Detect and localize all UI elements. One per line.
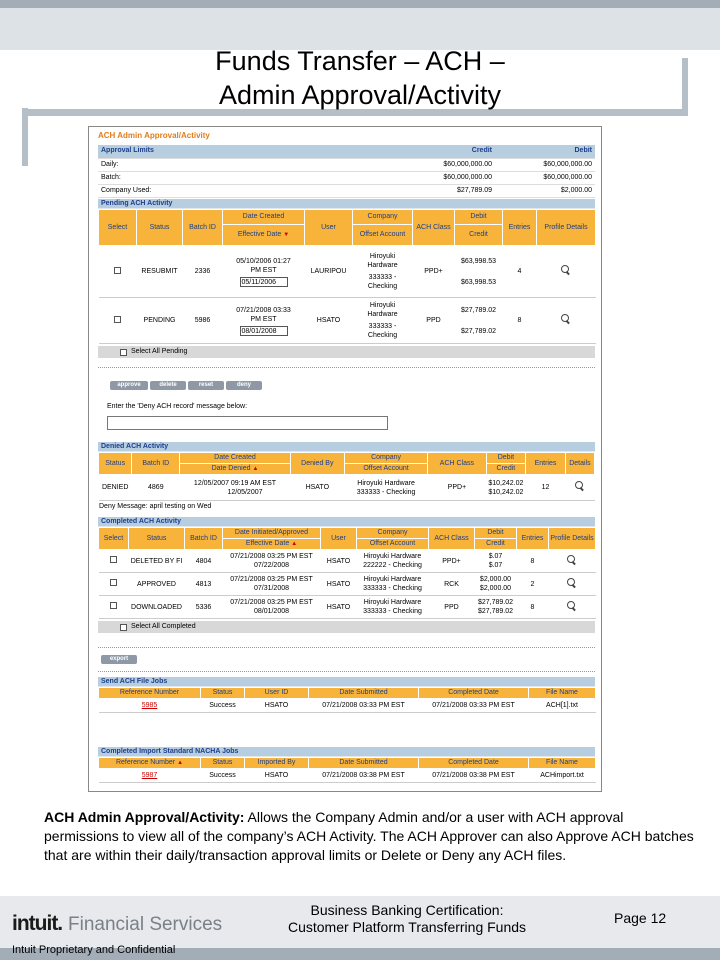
col-profile-details[interactable]: Profile Details xyxy=(537,210,596,246)
col-credit[interactable]: Credit xyxy=(475,539,517,550)
cell-imported-by: HSATO xyxy=(245,769,309,783)
cell-batch-id: 4804 xyxy=(185,550,223,573)
cell-company-name: Hiroyuki Hardware xyxy=(367,253,398,269)
col-offset-account[interactable]: Offset Account xyxy=(357,539,429,550)
cell-offset-account: 333333 - Checking xyxy=(367,323,398,339)
row-checkbox[interactable] xyxy=(110,602,117,609)
col-debit[interactable]: Debit xyxy=(475,528,517,539)
limits-debit-header: Debit xyxy=(495,145,595,158)
send-jobs-section xyxy=(98,677,595,713)
proprietary-notice: Intuit Proprietary and Confidential xyxy=(12,944,176,956)
page-number: Page 12 xyxy=(614,910,667,926)
table-row xyxy=(99,573,596,596)
col-entries[interactable]: Entries xyxy=(503,210,537,246)
effective-date-input[interactable]: 05/11/2006 xyxy=(240,277,288,287)
row-checkbox[interactable] xyxy=(110,579,117,586)
col-user-id[interactable]: User ID xyxy=(245,688,309,699)
cell-dates xyxy=(223,298,305,344)
slide-title xyxy=(150,44,570,112)
select-all-pending-bar xyxy=(98,346,595,358)
cell-entries: 8 xyxy=(503,298,537,344)
completed-section xyxy=(98,517,595,633)
logo-wordmark: intuit. xyxy=(12,912,63,935)
cell-offset-account: 333333 - Checking xyxy=(367,274,398,290)
cell-amounts xyxy=(475,550,517,573)
magnifier-icon[interactable] xyxy=(567,555,577,565)
limits-label: Company Used: xyxy=(98,184,394,197)
cell-offset-account: 333333 - Checking xyxy=(363,585,422,592)
col-debit[interactable]: Debit xyxy=(486,453,526,464)
cell-entries: 8 xyxy=(517,596,549,619)
col-credit[interactable]: Credit xyxy=(455,224,503,245)
cell-entries: 12 xyxy=(526,475,566,501)
col-status[interactable]: Status xyxy=(201,758,245,769)
col-details[interactable]: Details xyxy=(565,453,594,475)
col-date-created[interactable]: Date Created xyxy=(223,210,305,225)
cell-date-created: 12/05/2007 09:19 AM EST xyxy=(193,479,277,487)
cell-batch-id: 2336 xyxy=(183,246,223,298)
deny-message-input[interactable] xyxy=(107,416,388,430)
col-credit[interactable]: Credit xyxy=(486,464,526,475)
col-date-submitted[interactable]: Date Submitted xyxy=(309,758,419,769)
col-user[interactable]: User xyxy=(321,528,357,550)
col-effective-date[interactable]: Effective Date ▲ xyxy=(223,539,321,550)
col-profile-details[interactable]: Profile Details xyxy=(549,528,596,550)
limits-row xyxy=(98,184,595,197)
limits-row xyxy=(98,158,595,171)
col-file-name[interactable]: File Name xyxy=(529,758,596,769)
col-company[interactable]: Company xyxy=(344,453,427,464)
cell-dates xyxy=(223,573,321,596)
cell-status: PENDING xyxy=(137,298,183,344)
cell-credit: $.07 xyxy=(488,562,503,569)
intuit-logo xyxy=(12,912,222,936)
cell-entries: 8 xyxy=(517,550,549,573)
sort-asc-icon: ▲ xyxy=(252,466,259,472)
limits-row xyxy=(98,171,595,184)
pending-bar: Pending ACH Activity xyxy=(98,199,595,209)
title-frame-right xyxy=(682,58,688,114)
send-jobs-bar: Send ACH File Jobs xyxy=(98,677,595,687)
cell-batch-id: 4869 xyxy=(132,475,180,501)
cell-dates xyxy=(223,550,321,573)
description-heading: ACH Admin Approval/Activity: xyxy=(44,809,245,825)
table-row xyxy=(99,475,595,501)
sort-asc-icon: ▲ xyxy=(177,760,184,766)
reference-link[interactable]: 5987 xyxy=(141,772,158,779)
pending-actions xyxy=(98,381,595,390)
col-ach-class[interactable]: ACH Class xyxy=(428,453,486,475)
slide-title-line1: Funds Transfer – ACH – xyxy=(215,46,505,76)
cell-completed-date: 07/21/2008 03:38 PM EST xyxy=(419,769,529,783)
cell-date-created: 05/10/2006 01:27 PM EST xyxy=(236,257,291,274)
cell-user: HSATO xyxy=(305,298,353,344)
cell-date-created: 07/21/2008 03:33 PM EST xyxy=(236,306,291,323)
cell-dates xyxy=(223,596,321,619)
limits-label: Daily: xyxy=(98,158,394,171)
col-offset-account[interactable]: Offset Account xyxy=(344,464,427,475)
limits-credit: $60,000,000.00 xyxy=(394,158,495,171)
col-status[interactable]: Status xyxy=(99,453,132,475)
cell-user: HSATO xyxy=(321,573,357,596)
cell-company xyxy=(353,246,413,298)
col-imported-by[interactable]: Imported By xyxy=(245,758,309,769)
deny-message: Deny Message: april testing on Wed xyxy=(99,503,212,510)
col-date-created[interactable]: Date Created xyxy=(180,453,290,464)
cell-file-name: ACHimport.txt xyxy=(529,769,596,783)
cell-offset-account: 333333 - Checking xyxy=(363,608,422,615)
cell-amounts xyxy=(455,298,503,344)
col-status[interactable]: Status xyxy=(129,528,185,550)
table-row xyxy=(99,699,596,713)
cell-date-submitted: 07/21/2008 03:33 PM EST xyxy=(309,699,419,713)
cell-company-name: Hiroyuki Hardware xyxy=(363,599,422,606)
limits-debit: $60,000,000.00 xyxy=(495,171,595,184)
export-button[interactable]: export xyxy=(101,655,137,664)
col-date-initiated[interactable]: Date Initiated/Approved xyxy=(223,528,321,539)
limits-debit: $2,000.00 xyxy=(495,184,595,197)
cell-date-initiated: 07/21/2008 03:25 PM EST xyxy=(230,553,313,560)
cell-denied-by: HSATO xyxy=(290,475,344,501)
cell-credit: $27,789.02 xyxy=(460,327,497,335)
sort-desc-icon: ▼ xyxy=(283,231,290,238)
col-denied-by[interactable]: Denied By xyxy=(290,453,344,475)
title-frame-left xyxy=(22,108,28,166)
col-ach-class[interactable]: ACH Class xyxy=(429,528,475,550)
magnifier-icon[interactable] xyxy=(575,481,585,491)
cell-company xyxy=(344,475,427,501)
cell-ach-class: PPD+ xyxy=(413,246,455,298)
cell-user: HSATO xyxy=(321,550,357,573)
table-row xyxy=(99,596,596,619)
select-all-completed-label: Select All Completed xyxy=(131,623,196,630)
cell-amounts xyxy=(486,475,526,501)
cell-company xyxy=(357,573,429,596)
magnifier-icon[interactable] xyxy=(561,314,571,324)
col-status[interactable]: Status xyxy=(201,688,245,699)
col-status[interactable]: Status xyxy=(137,210,183,246)
cell-company xyxy=(357,550,429,573)
pending-section xyxy=(98,199,595,358)
col-file-name[interactable]: File Name xyxy=(529,688,596,699)
cell-date-initiated: 07/21/2008 03:25 PM EST xyxy=(230,599,313,606)
table-row xyxy=(99,550,596,573)
col-batch-id[interactable]: Batch ID xyxy=(185,528,223,550)
ach-admin-screen xyxy=(88,126,602,792)
import-jobs-bar: Completed Import Standard NACHA Jobs xyxy=(98,747,595,757)
cell-credit: $10,242.02 xyxy=(488,488,524,496)
cell-dates xyxy=(180,475,290,501)
denied-bar: Denied ACH Activity xyxy=(98,442,595,452)
import-jobs-section xyxy=(98,747,595,783)
cell-effective-date: 07/31/2008 xyxy=(253,585,290,592)
screen-header: ACH Admin Approval/Activity xyxy=(98,131,210,140)
cell-date-denied: 12/05/2007 xyxy=(227,488,263,496)
cell-dates xyxy=(223,246,305,298)
col-effective-date[interactable]: Effective Date ▼ xyxy=(223,224,305,245)
cell-status: APPROVED xyxy=(129,573,185,596)
magnifier-icon[interactable] xyxy=(567,601,577,611)
col-entries[interactable]: Entries xyxy=(526,453,566,475)
col-user[interactable]: User xyxy=(305,210,353,246)
cell-company xyxy=(353,298,413,344)
cell-company-name: Hiroyuki Hardware xyxy=(357,479,415,487)
deny-button[interactable]: deny xyxy=(226,381,262,390)
cell-amounts xyxy=(475,573,517,596)
col-date-denied[interactable]: Date Denied ▲ xyxy=(180,464,290,475)
approval-limits-bar: Approval Limits xyxy=(98,145,394,158)
row-checkbox[interactable] xyxy=(114,267,121,274)
completed-bar: Completed ACH Activity xyxy=(98,517,595,527)
row-checkbox[interactable] xyxy=(110,556,117,563)
cell-date-submitted: 07/21/2008 03:38 PM EST xyxy=(309,769,419,783)
col-batch-id[interactable]: Batch ID xyxy=(183,210,223,246)
select-all-completed-checkbox[interactable] xyxy=(120,624,127,631)
cell-batch-id: 5336 xyxy=(185,596,223,619)
cell-effective-date: 08/01/2008 xyxy=(253,608,290,615)
cell-ach-class: PPD+ xyxy=(428,475,486,501)
cell-ach-class: RCK xyxy=(429,573,475,596)
slide-description xyxy=(44,808,694,865)
cell-batch-id: 5986 xyxy=(183,298,223,344)
divider xyxy=(98,647,595,648)
cell-amounts xyxy=(475,596,517,619)
cell-debit: $2,000.00 xyxy=(479,576,512,583)
cell-status: DENIED xyxy=(99,475,132,501)
col-offset-account[interactable]: Offset Account xyxy=(353,224,413,245)
denied-section xyxy=(98,442,595,510)
cell-ach-class: PPD xyxy=(429,596,475,619)
cell-credit: $63,998.53 xyxy=(460,278,497,286)
col-ach-class[interactable]: ACH Class xyxy=(413,210,455,246)
divider xyxy=(98,671,595,672)
reference-link[interactable]: 5985 xyxy=(141,702,158,709)
col-completed-date[interactable]: Completed Date xyxy=(419,688,529,699)
magnifier-icon[interactable] xyxy=(561,265,571,275)
col-select[interactable]: Select xyxy=(99,528,129,550)
col-company[interactable]: Company xyxy=(357,528,429,539)
limits-debit: $60,000,000.00 xyxy=(495,158,595,171)
col-reference-number[interactable]: Reference Number ▲ xyxy=(99,758,201,769)
col-entries[interactable]: Entries xyxy=(517,528,549,550)
effective-date-input[interactable]: 08/01/2008 xyxy=(240,326,288,336)
col-select[interactable]: Select xyxy=(99,210,137,246)
cell-user-id: HSATO xyxy=(245,699,309,713)
cell-debit: $27,789.02 xyxy=(477,599,514,606)
cell-status: Success xyxy=(201,699,245,713)
certification-title xyxy=(262,902,552,936)
cell-debit: $27,789.02 xyxy=(460,306,497,314)
limits-credit: $60,000,000.00 xyxy=(394,171,495,184)
cert-line1: Business Banking Certification: xyxy=(310,902,504,918)
divider xyxy=(98,367,595,368)
table-row xyxy=(99,246,596,298)
cell-file-name: ACH[1].txt xyxy=(529,699,596,713)
limits-credit-header: Credit xyxy=(394,145,495,158)
col-completed-date[interactable]: Completed Date xyxy=(419,758,529,769)
slide-title-line2: Admin Approval/Activity xyxy=(218,80,502,110)
row-checkbox[interactable] xyxy=(114,316,121,323)
select-all-completed-bar xyxy=(98,621,595,633)
col-batch-id[interactable]: Batch ID xyxy=(132,453,180,475)
cell-user: LAURIPOU xyxy=(305,246,353,298)
approve-button[interactable]: approve xyxy=(110,381,148,390)
approval-limits-section xyxy=(98,145,595,198)
cell-ach-class: PPD xyxy=(413,298,455,344)
cell-company-name: Hiroyuki Hardware xyxy=(363,553,422,560)
top-stripe xyxy=(0,0,720,8)
cell-amounts xyxy=(455,246,503,298)
cell-status: Success xyxy=(201,769,245,783)
cell-company xyxy=(357,596,429,619)
col-date-submitted[interactable]: Date Submitted xyxy=(309,688,419,699)
cert-line2: Customer Platform Transferring Funds xyxy=(287,919,527,935)
cell-date-initiated: 07/21/2008 03:25 PM EST xyxy=(230,576,313,583)
cell-offset-account: 333333 - Checking xyxy=(356,488,416,496)
table-row xyxy=(99,769,596,783)
description-text: Allows the Company Admin and/or a user with ACH approval permissions to view all of the company’s ACH Activity. The ACH Approver can also Approve ACH batches that are within their daily/transaction approval limits or Delete or Deny any ACH files. xyxy=(44,809,694,863)
sort-asc-icon: ▲ xyxy=(291,541,298,547)
cell-company-name: Hiroyuki Hardware xyxy=(367,302,398,318)
cell-credit: $27,789.02 xyxy=(477,608,514,615)
limits-label: Batch: xyxy=(98,171,394,184)
cell-debit: $63,998.53 xyxy=(460,257,497,265)
cell-entries: 2 xyxy=(517,573,549,596)
cell-debit: $.07 xyxy=(488,553,503,560)
cell-ach-class: PPD+ xyxy=(429,550,475,573)
cell-user: HSATO xyxy=(321,596,357,619)
cell-effective-date: 07/22/2008 xyxy=(253,562,290,569)
export-actions xyxy=(98,655,595,664)
cell-status: RESUBMIT xyxy=(137,246,183,298)
reset-button[interactable]: reset xyxy=(188,381,224,390)
cell-company-name: Hiroyuki Hardware xyxy=(363,576,422,583)
cell-entries: 4 xyxy=(503,246,537,298)
cell-credit: $2,000.00 xyxy=(479,585,512,592)
cell-debit: $10,242.02 xyxy=(488,479,524,487)
cell-batch-id: 4813 xyxy=(185,573,223,596)
table-row xyxy=(99,298,596,344)
deny-message-label: Enter the 'Deny ACH record' message below: xyxy=(107,403,248,410)
cell-offset-account: 222222 - Checking xyxy=(363,562,422,569)
cell-status: DELETED BY FI xyxy=(129,550,185,573)
delete-button[interactable]: delete xyxy=(150,381,186,390)
logo-subtitle: Financial Services xyxy=(68,914,223,935)
cell-status: DOWNLOADED xyxy=(129,596,185,619)
select-all-pending-label: Select All Pending xyxy=(131,348,188,355)
limits-credit: $27,789.09 xyxy=(394,184,495,197)
select-all-pending-checkbox[interactable] xyxy=(120,349,127,356)
col-company[interactable]: Company xyxy=(353,210,413,225)
cell-completed-date: 07/21/2008 03:33 PM EST xyxy=(419,699,529,713)
col-debit[interactable]: Debit xyxy=(455,210,503,225)
col-reference-number[interactable]: Reference Number xyxy=(99,688,201,699)
magnifier-icon[interactable] xyxy=(567,578,577,588)
